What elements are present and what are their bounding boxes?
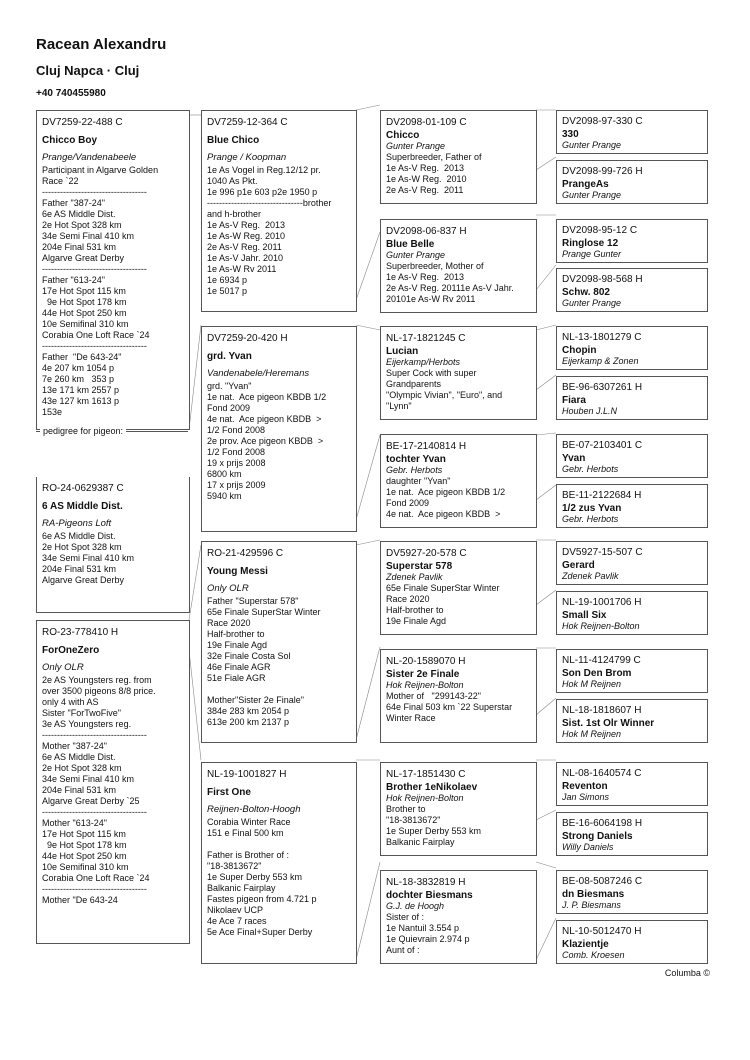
ggg-box[interactable]: [556, 219, 708, 263]
note-line: 1e Super Derby 553 km: [207, 872, 303, 882]
note-line: Balkanic Fairplay: [207, 883, 276, 893]
great-grandparent-box[interactable]: [380, 762, 537, 856]
ggg-ring: BE-11-2122684 H: [562, 490, 642, 501]
dam-ring: RO-23-778410 H: [42, 627, 119, 638]
note-line: Corabia Winter Race: [207, 817, 291, 827]
note-line: 4e Ace 7 races: [207, 916, 267, 926]
subject-notes: [42, 531, 189, 586]
note-line: 5e Ace Final+Super Derby: [207, 927, 313, 937]
great-grandparent-box[interactable]: [380, 110, 537, 204]
ggg-box[interactable]: [556, 920, 708, 964]
note-line: 2e As-V Reg. 20111e As-V Jahr.: [386, 283, 514, 293]
ggg-ring: NL-10-5012470 H: [562, 926, 642, 937]
ggp-ring: BE-17-2140814 H: [386, 441, 467, 452]
ggg-breeder: Hok Reijnen-Bolton: [562, 621, 640, 631]
note-line: Father "613-24": [42, 275, 105, 285]
ggg-name: Yvan: [562, 453, 586, 464]
note-line: 384e 283 km 2054 p: [207, 706, 290, 716]
note-line: 10e Semifinal 310 km: [42, 319, 129, 329]
note-line: Mother"Sister 2e Finale": [207, 695, 304, 705]
note-line: 19 x prijs 2008: [207, 458, 266, 468]
ggp-notes: [386, 261, 536, 305]
note-line: Brother to: [386, 804, 426, 814]
ggg-breeder: Gebr. Herbots: [562, 514, 619, 524]
ggp-breeder: G.J. de Hoogh: [386, 901, 445, 911]
ggg-box[interactable]: [556, 326, 708, 370]
note-line: [207, 839, 356, 850]
note-line: --------------------------------brother: [207, 198, 332, 208]
ggp-breeder: Gebr. Herbots: [386, 465, 443, 475]
note-line: 6800 km: [207, 469, 242, 479]
note-line: 44e Hot Spot 250 km: [42, 308, 127, 318]
sire-breeder: Prange/Vandenabeele: [42, 152, 137, 163]
ggg-name: Klazientje: [562, 939, 609, 950]
note-line: 1e As-V Jahr. 2010: [207, 253, 284, 263]
note-line: 3e AS Youngsters reg.: [42, 719, 132, 729]
grandparent-ring: DV7259-12-364 C: [207, 117, 288, 128]
ggp-notes: [386, 583, 536, 627]
ggg-breeder: Hok M Reijnen: [562, 729, 622, 739]
note-line: Super Cock with super: [386, 368, 477, 378]
ggg-breeder: Hok M Reijnen: [562, 679, 622, 689]
ggp-name: Superstar 578: [386, 561, 453, 572]
note-line: -----------------------------------: [42, 884, 147, 894]
note-line: 13e 171 km 2557 p: [42, 385, 120, 395]
ggp-breeder: Gunter Prange: [386, 250, 446, 260]
note-line: 2e Hot Spot 328 km: [42, 220, 122, 230]
ggp-name: Chicco: [386, 130, 420, 141]
grandparent-box[interactable]: [201, 762, 357, 964]
note-line: 19e Finale Agd: [386, 616, 447, 626]
ggg-ring: BE-07-2103401 C: [562, 440, 643, 451]
great-grandparent-box[interactable]: [380, 434, 537, 528]
ggg-breeder: Eijerkamp & Zonen: [562, 356, 639, 366]
ggg-ring: BE-96-6307261 H: [562, 382, 643, 393]
ggp-ring: DV2098-06-837 H: [386, 226, 467, 237]
ggg-box[interactable]: [556, 762, 708, 806]
note-line: Mother "613-24": [42, 818, 107, 828]
great-grandparent-box[interactable]: [380, 870, 537, 964]
ggp-ring: DV5927-20-578 C: [386, 548, 467, 559]
ggg-breeder: Gunter Prange: [562, 298, 622, 308]
ggp-name: Lucian: [386, 346, 419, 357]
note-line: Superbreeder, Mother of: [386, 261, 484, 271]
note-line: 64e Final 503 km `22 Superstar: [386, 702, 513, 712]
ggg-ring: NL-19-1001706 H: [562, 597, 642, 608]
note-line: 1e nat. Ace pigeon KBDB 1/2: [207, 392, 327, 402]
great-grandparent-box[interactable]: [380, 219, 537, 313]
ggp-name: Sister 2e Finale: [386, 669, 460, 680]
grandparent-ring: DV7259-20-420 H: [207, 333, 288, 344]
note-line: 65e Finale SuperStar Winter: [386, 583, 500, 593]
note-line: Aunt of :: [386, 945, 420, 955]
sire-ring: DV7259-22-488 C: [42, 117, 123, 128]
note-line: Corabia One Loft Race `24: [42, 873, 150, 883]
note-line: 1e nat. Ace pigeon KBDB 1/2: [386, 487, 506, 497]
dam-name: ForOneZero: [42, 645, 100, 656]
ggg-box[interactable]: [556, 484, 708, 528]
sire-box[interactable]: [36, 110, 190, 430]
ggg-name: Fiara: [562, 395, 586, 406]
note-line: over 3500 pigeons 8/8 price.: [42, 686, 156, 696]
note-line: "Olympic Vivian", "Euro", and: [386, 390, 503, 400]
note-line: 1e 6934 p: [207, 275, 248, 285]
note-line: Fond 2009: [386, 498, 430, 508]
footer-brand: Columba ©: [664, 968, 710, 978]
note-line: 1e As-W Rv 2011: [207, 264, 277, 274]
ggp-breeder: Hok Reijnen-Bolton: [386, 680, 464, 690]
great-grandparent-box[interactable]: [380, 541, 537, 635]
ggp-notes: [386, 912, 536, 956]
ggg-ring: NL-18-1818607 H: [562, 705, 642, 716]
note-line: Mother "De 643-24: [42, 895, 118, 905]
ggg-box[interactable]: [556, 591, 708, 635]
note-line: 1e Nantuil 3.554 p: [386, 923, 460, 933]
note-line: Race 2020: [386, 594, 430, 604]
ggg-name: Sist. 1st Olr Winner: [562, 718, 655, 729]
note-line: 34e Semi Final 410 km: [42, 553, 135, 563]
ggg-name: 1/2 zus Yvan: [562, 503, 622, 514]
ggg-ring: NL-13-1801279 C: [562, 332, 642, 343]
note-line: 65e Finale SuperStar Winter: [207, 607, 321, 617]
dam-notes: [42, 675, 189, 906]
ggg-breeder: Houben J.L.N: [562, 406, 618, 416]
note-line: 7e 260 km 353 p: [42, 374, 115, 384]
note-line: 151 e Final 500 km: [207, 828, 284, 838]
ggg-box[interactable]: [556, 541, 708, 585]
note-line: 51e Fiale AGR: [207, 673, 266, 683]
note-line: Participant in Algarve Golden: [42, 165, 159, 175]
note-line: Sister of :: [386, 912, 425, 922]
note-line: 1e Quievrain 2.974 p: [386, 934, 470, 944]
ggg-name: Son Den Brom: [562, 668, 632, 679]
note-line: Half-brother to: [207, 629, 265, 639]
ggg-name: Reventon: [562, 781, 608, 792]
note-line: 6e AS Middle Dist.: [42, 752, 116, 762]
note-line: Sister "ForTwoFive": [42, 708, 121, 718]
ggp-name: Blue Belle: [386, 239, 435, 250]
ggp-breeder: Gunter Prange: [386, 141, 446, 151]
note-line: 2e Hot Spot 328 km: [42, 542, 122, 552]
ggg-box[interactable]: [556, 699, 708, 743]
note-line: Algarve Great Derby: [42, 575, 125, 585]
grandparent-name: First One: [207, 787, 251, 798]
note-line: Father is Brother of :: [207, 850, 290, 860]
ggg-ring: BE-16-6064198 H: [562, 818, 643, 829]
note-line: Balkanic Fairplay: [386, 837, 455, 847]
owner-name: Racean Alexandru: [36, 36, 167, 53]
note-line: Father "De 643-24": [42, 352, 122, 362]
grandparent-name: Blue Chico: [207, 135, 260, 146]
note-line: 32e Finale Costa Sol: [207, 651, 291, 661]
note-line: -----------------------------------: [42, 807, 147, 817]
ggg-ring: DV2098-98-568 H: [562, 274, 643, 285]
note-line: 46e Finale AGR: [207, 662, 271, 672]
ggg-breeder: J. P. Biesmans: [562, 900, 621, 910]
ggg-breeder: Jan Simons: [562, 792, 610, 802]
great-grandparent-box[interactable]: [380, 326, 537, 420]
note-line: 2e AS Youngsters reg. from: [42, 675, 152, 685]
note-line: Corabia One Loft Race `24: [42, 330, 150, 340]
ggg-name: Strong Daniels: [562, 831, 633, 842]
sire-notes: [42, 165, 189, 418]
ggg-name: Gerard: [562, 560, 595, 571]
note-line: 1040 As Pkt.: [207, 176, 258, 186]
note-line: -----------------------------------: [42, 187, 147, 197]
sire-name: Chicco Boy: [42, 135, 98, 146]
ggg-ring: DV5927-15-507 C: [562, 547, 643, 558]
note-line: and h-brother: [207, 209, 262, 219]
note-line: 6e AS Middle Dist.: [42, 209, 116, 219]
note-line: 204e Final 531 km: [42, 785, 117, 795]
note-line: 34e Semi Final 410 km: [42, 231, 135, 241]
ggp-ring: NL-20-1589070 H: [386, 656, 466, 667]
dam-breeder: Only OLR: [42, 662, 84, 673]
note-line: 19e Finale Agd: [207, 640, 268, 650]
ggp-name: dochter Biesmans: [386, 890, 473, 901]
note-line: 1e As-W Reg. 2010: [386, 174, 467, 184]
note-line: 204e Final 531 km: [42, 564, 117, 574]
grandparent-breeder: Prange / Koopman: [207, 152, 287, 163]
grandparent-breeder: Only OLR: [207, 583, 249, 594]
ggg-box[interactable]: [556, 870, 708, 914]
ggp-ring: NL-18-3832819 H: [386, 877, 466, 888]
note-line: -----------------------------------: [42, 264, 147, 274]
note-line: 204e Final 531 km: [42, 242, 117, 252]
grandparent-ring: NL-19-1001827 H: [207, 769, 287, 780]
note-line: grd. "Yvan": [207, 381, 252, 391]
ggg-breeder: Prange Gunter: [562, 249, 622, 259]
ggg-box[interactable]: [556, 812, 708, 856]
grandparent-box[interactable]: [201, 110, 357, 312]
grandparent-notes: [207, 381, 356, 502]
grandparent-breeder: Vandenabele/Heremans: [207, 368, 310, 379]
note-line: 1e 996 p1e 603 p2e 1950 p: [207, 187, 318, 197]
note-line: 1/2 Fond 2008: [207, 425, 266, 435]
note-line: 17 x prijs 2009: [207, 480, 266, 490]
grandparent-notes: [207, 596, 356, 728]
note-line: 1e As-V Reg. 2013: [207, 220, 286, 230]
note-line: "18-3813672": [207, 861, 262, 871]
ggg-ring: DV2098-99-726 H: [562, 166, 643, 177]
ggg-box[interactable]: [556, 160, 708, 204]
grandparent-ring: RO-21-429596 C: [207, 548, 284, 559]
grandparent-box[interactable]: [201, 541, 357, 743]
ggg-name: PrangeAs: [562, 179, 609, 190]
note-line: 2e Hot Spot 328 km: [42, 763, 122, 773]
ggg-name: Ringlose 12: [562, 238, 619, 249]
subject-ring: RO-24-0629387 C: [42, 483, 124, 494]
note-line: Father "Superstar 578": [207, 596, 299, 606]
ggg-ring: BE-08-5087246 C: [562, 876, 643, 887]
note-line: Race 2020: [207, 618, 251, 628]
note-line: Fond 2009: [207, 403, 251, 413]
ggg-breeder: Zdenek Pavlik: [562, 571, 619, 581]
ggg-ring: DV2098-97-330 C: [562, 116, 643, 127]
note-line: Fastes pigeon from 4.721 p: [207, 894, 317, 904]
note-line: 5940 km: [207, 491, 242, 501]
note-line: -----------------------------------: [42, 730, 147, 740]
note-line: 44e Hot Spot 250 km: [42, 851, 127, 861]
ggg-name: 330: [562, 129, 579, 140]
ggp-name: Brother 1eNikolaev: [386, 782, 478, 793]
note-line: 2e As-V Reg. 2011: [386, 185, 464, 195]
ggg-breeder: Gebr. Herbots: [562, 464, 619, 474]
note-line: 9e Hot Spot 178 km: [42, 297, 127, 307]
note-line: 2e prov. Ace pigeon KBDB >: [207, 436, 324, 446]
ggp-breeder: Hok Reijnen-Bolton: [386, 793, 464, 803]
ggg-box[interactable]: [556, 110, 708, 154]
ggp-notes: [386, 476, 536, 520]
note-line: "18-3813672": [386, 815, 441, 825]
note-line: 1e As-W Reg. 2010: [207, 231, 286, 241]
ggg-ring: NL-08-1640574 C: [562, 768, 642, 779]
note-line: 1/2 Fond 2008: [207, 447, 266, 457]
note-line: Grandparents: [386, 379, 442, 389]
note-line: Superbreeder, Father of: [386, 152, 482, 162]
ggp-notes: [386, 691, 536, 724]
ggg-box[interactable]: [556, 376, 708, 420]
ggp-notes: [386, 368, 536, 412]
note-line: 20101e As-W Rv 2011: [386, 294, 476, 304]
note-line: "Lynn": [386, 401, 412, 411]
ggp-breeder: Eijerkamp/Herbots: [386, 357, 461, 367]
note-line: Father "387-24": [42, 198, 105, 208]
ggg-box[interactable]: [556, 434, 708, 478]
note-line: 34e Semi Final 410 km: [42, 774, 135, 784]
note-line: Winter Race: [386, 713, 436, 723]
ggg-name: Schw. 802: [562, 287, 610, 298]
pedigree-label: pedigree for pigeon:: [36, 431, 188, 443]
ggg-ring: DV2098-95-12 C: [562, 225, 638, 236]
note-line: 1e As Vogel in Reg.12/12 pr.: [207, 165, 321, 175]
ggg-breeder: Gunter Prange: [562, 190, 622, 200]
ggg-box[interactable]: [556, 268, 708, 312]
ggg-breeder: Willy Daniels: [562, 842, 614, 852]
note-line: 2e As-V Reg. 2011: [207, 242, 282, 252]
note-line: Race `22: [42, 176, 79, 186]
note-line: only 4 with AS: [42, 697, 99, 707]
great-grandparent-box[interactable]: [380, 649, 537, 743]
note-line: 1e Super Derby 553 km: [386, 826, 482, 836]
note-line: 153e: [42, 407, 63, 417]
ggp-ring: DV2098-01-109 C: [386, 117, 467, 128]
note-line: 17e Hot Spot 115 km: [42, 286, 126, 296]
note-line: 613e 200 km 2137 p: [207, 717, 290, 727]
dam-box[interactable]: [36, 620, 190, 944]
note-line: 10e Semifinal 310 km: [42, 862, 129, 872]
grandparent-name: Young Messi: [207, 566, 268, 577]
note-line: 43e 127 km 1613 p: [42, 396, 120, 406]
note-line: daughter "Yvan": [386, 476, 451, 486]
grandparent-name: grd. Yvan: [207, 351, 252, 362]
ggg-breeder: Gunter Prange: [562, 140, 622, 150]
note-line: 9e Hot Spot 178 km: [42, 840, 127, 850]
grandparent-notes: [207, 165, 356, 297]
ggp-ring: NL-17-1821245 C: [386, 333, 466, 344]
ggp-breeder: Zdenek Pavlik: [386, 572, 443, 582]
ggp-name: tochter Yvan: [386, 454, 446, 465]
grandparent-box[interactable]: [201, 326, 357, 532]
note-line: Mother of "299143-22": [386, 691, 481, 701]
note-line: Half-brother to: [386, 605, 444, 615]
note-line: 1e As-V Reg. 2013: [386, 272, 465, 282]
note-line: 4e nat. Ace pigeon KBDB >: [207, 414, 322, 424]
note-line: 1e As-V Reg. 2013: [386, 163, 465, 173]
note-line: -----------------------------------: [42, 341, 147, 351]
grandparent-notes: [207, 817, 356, 938]
ggp-ring: NL-17-1851430 C: [386, 769, 466, 780]
ggg-name: dn Biesmans: [562, 889, 625, 900]
note-line: Algarve Great Derby: [42, 253, 125, 263]
subject-breeder: RA-Pigeons Loft: [42, 518, 112, 529]
note-line: Algarve Great Derby `25: [42, 796, 140, 806]
owner-location: Cluj Napca · Cluj: [36, 63, 140, 78]
ggp-notes: [386, 152, 536, 196]
owner-phone: +40 740455980: [36, 88, 106, 99]
note-line: 6e AS Middle Dist.: [42, 531, 116, 541]
ggg-name: Small Six: [562, 610, 607, 621]
note-line: 17e Hot Spot 115 km: [42, 829, 126, 839]
ggg-box[interactable]: [556, 649, 708, 693]
ggg-ring: NL-11-4124799 C: [562, 655, 641, 666]
grandparent-breeder: Reijnen-Bolton-Hoogh: [207, 804, 301, 815]
note-line: 4e nat. Ace pigeon KBDB >: [386, 509, 501, 519]
note-line: [207, 684, 356, 695]
note-line: 1e 5017 p: [207, 286, 248, 296]
ggp-notes: [386, 804, 536, 848]
subject-box[interactable]: [36, 477, 190, 613]
note-line: Nikolaev UCP: [207, 905, 264, 915]
note-line: Mother "387-24": [42, 741, 107, 751]
note-line: 4e 207 km 1054 p: [42, 363, 115, 373]
ggg-name: Chopin: [562, 345, 597, 356]
subject-name: 6 AS Middle Dist.: [42, 501, 123, 512]
ggg-breeder: Comb. Kroesen: [562, 950, 625, 960]
